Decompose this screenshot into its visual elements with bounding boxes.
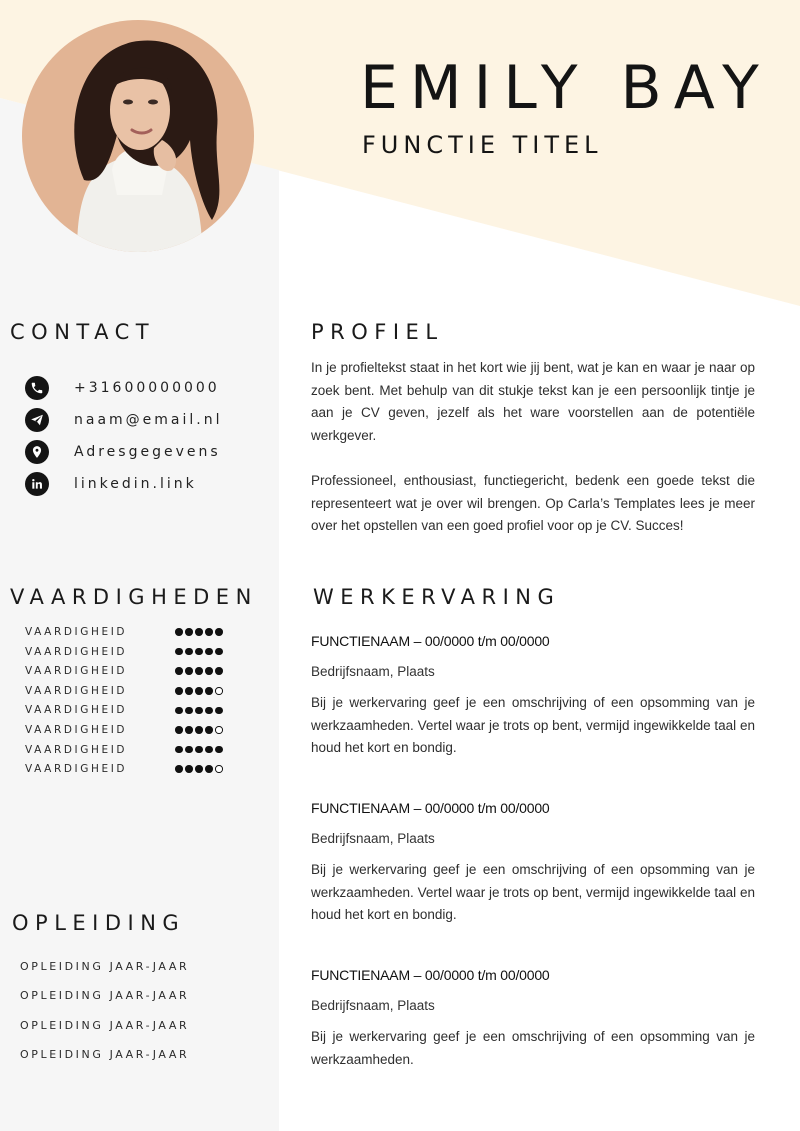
profile-photo bbox=[22, 20, 254, 252]
rating-dot-filled bbox=[175, 648, 183, 656]
skill-rating bbox=[175, 667, 223, 675]
skill-rating bbox=[175, 648, 223, 656]
rating-dot-filled bbox=[195, 765, 203, 773]
experience-heading: WERKERVARING bbox=[313, 585, 561, 609]
rating-dot-filled bbox=[175, 765, 183, 773]
profile-heading: PROFIEL bbox=[311, 320, 444, 344]
rating-dot-filled bbox=[175, 687, 183, 695]
profile-paragraph: In je profieltekst staat in het kort wie jij bent, wat je kan en waar je naar op zoek bent. Met behulp van dit stukje tekst kan je een persoonlijk tintje je aan je CV geven, jezelf als het ware voorstellen aan de potentiële werkgever. bbox=[311, 360, 755, 443]
rating-dot-filled bbox=[195, 687, 203, 695]
contact-heading: CONTACT bbox=[10, 320, 156, 344]
contact-phone-text: +31600000000 bbox=[74, 380, 220, 396]
location-icon bbox=[25, 440, 49, 464]
rating-dot-filled bbox=[185, 667, 193, 675]
skill-row bbox=[25, 743, 240, 757]
education-item: OPLEIDING JAAR-JAAR bbox=[20, 960, 190, 973]
education-heading: OPLEIDING bbox=[12, 911, 186, 935]
skill-label: VAARDIGHEID bbox=[25, 724, 128, 736]
rating-dot-filled bbox=[215, 648, 223, 656]
contact-address[interactable] bbox=[25, 440, 221, 464]
rating-dot-filled bbox=[175, 726, 183, 734]
rating-dot-filled bbox=[205, 746, 213, 754]
job-company: Bedrijfsnaam, Plaats bbox=[311, 998, 435, 1013]
skill-row bbox=[25, 664, 240, 678]
rating-dot-filled bbox=[205, 648, 213, 656]
rating-dot-empty bbox=[215, 765, 223, 773]
linkedin-icon bbox=[25, 472, 49, 496]
rating-dot-filled bbox=[175, 667, 183, 675]
education-item: OPLEIDING JAAR-JAAR bbox=[20, 1048, 190, 1061]
rating-dot-filled bbox=[195, 628, 203, 636]
rating-dot-filled bbox=[185, 648, 193, 656]
contact-address-text: Adresgegevens bbox=[74, 444, 221, 460]
rating-dot-filled bbox=[205, 765, 213, 773]
job-title-line: FUNCTIENAAM – 00/0000 t/m 00/0000 bbox=[311, 633, 550, 649]
rating-dot-filled bbox=[185, 746, 193, 754]
skill-label: VAARDIGHEID bbox=[25, 645, 128, 658]
skill-rating bbox=[175, 746, 223, 754]
rating-dot-filled bbox=[215, 707, 223, 715]
skill-label: VAARDIGHEID bbox=[25, 626, 128, 638]
skill-rating bbox=[175, 726, 223, 734]
rating-dot-filled bbox=[175, 707, 183, 715]
rating-dot-filled bbox=[195, 667, 203, 675]
contact-email-text: naam@email.nl bbox=[74, 412, 223, 428]
job-title-line: FUNCTIENAAM – 00/0000 t/m 00/0000 bbox=[311, 967, 550, 983]
skill-row bbox=[25, 723, 240, 737]
skill-row bbox=[25, 645, 240, 659]
rating-dot-filled bbox=[205, 687, 213, 695]
skill-row bbox=[25, 703, 240, 717]
contact-linkedin[interactable] bbox=[25, 472, 197, 496]
profile-paragraph: Professioneel, enthousiast, functiegericht, bedenk een goede tekst die representeert wat je over wil brengen. Op Carla’s Templates lees je meer over het opstellen van een goed profiel voor op je CV. Succes! bbox=[311, 473, 755, 533]
rating-dot-filled bbox=[195, 746, 203, 754]
rating-dot-filled bbox=[185, 687, 193, 695]
job-description: Bij je werkervaring geef je een omschrijving of een opsomming van je werkzaamheden. bbox=[311, 1029, 755, 1067]
job-description: Bij je werkervaring geef je een omschrijving of een opsomming van je werkzaamheden. Vertel waar je trots op bent, vermijd ingewikkelde taal en houd het kort en bondig. bbox=[311, 862, 755, 922]
rating-dot-filled bbox=[195, 648, 203, 656]
skill-label: VAARDIGHEID bbox=[25, 665, 128, 678]
contact-linkedin-text: linkedin.link bbox=[74, 476, 197, 492]
rating-dot-filled bbox=[195, 707, 203, 715]
rating-dot-filled bbox=[205, 707, 213, 715]
job-title-line: FUNCTIENAAM – 00/0000 t/m 00/0000 bbox=[311, 800, 550, 816]
rating-dot-filled bbox=[215, 628, 223, 636]
rating-dot-filled bbox=[215, 667, 223, 675]
skill-row bbox=[25, 625, 240, 639]
skill-label: VAARDIGHEID bbox=[25, 684, 128, 697]
candidate-name: EMILY BAY bbox=[360, 53, 771, 123]
rating-dot-filled bbox=[185, 628, 193, 636]
contact-email[interactable] bbox=[25, 408, 223, 432]
rating-dot-filled bbox=[195, 726, 203, 734]
skill-rating bbox=[175, 628, 223, 636]
phone-icon bbox=[25, 376, 49, 400]
skill-rating bbox=[175, 687, 223, 695]
skill-rating bbox=[175, 765, 223, 773]
skill-label: VAARDIGHEID bbox=[25, 763, 128, 776]
job-description: Bij je werkervaring geef je een omschrijving of een opsomming van je werkzaamheden. Vertel waar je trots op bent, vermijd ingewikkelde taal en houd het kort en bondig. bbox=[311, 695, 755, 755]
rating-dot-filled bbox=[205, 726, 213, 734]
skill-label: VAARDIGHEID bbox=[25, 704, 128, 717]
rating-dot-filled bbox=[185, 765, 193, 773]
skill-rating bbox=[175, 707, 223, 715]
rating-dot-filled bbox=[185, 726, 193, 734]
contact-phone[interactable] bbox=[25, 376, 220, 400]
skill-row bbox=[25, 762, 240, 776]
rating-dot-filled bbox=[205, 667, 213, 675]
skill-label: VAARDIGHEID bbox=[25, 743, 128, 756]
rating-dot-empty bbox=[215, 726, 223, 734]
sidebar-panel bbox=[0, 98, 279, 1131]
rating-dot-filled bbox=[185, 707, 193, 715]
job-title: FUNCTIE TITEL bbox=[362, 131, 603, 159]
rating-dot-filled bbox=[175, 746, 183, 754]
skill-row bbox=[25, 684, 240, 698]
rating-dot-filled bbox=[215, 746, 223, 754]
email-icon bbox=[25, 408, 49, 432]
job-company: Bedrijfsnaam, Plaats bbox=[311, 831, 435, 846]
skills-heading: VAARDIGHEDEN bbox=[10, 585, 258, 609]
job-company: Bedrijfsnaam, Plaats bbox=[311, 664, 435, 679]
rating-dot-filled bbox=[175, 628, 183, 636]
rating-dot-filled bbox=[205, 628, 213, 636]
education-item: OPLEIDING JAAR-JAAR bbox=[20, 1019, 190, 1032]
education-item: OPLEIDING JAAR-JAAR bbox=[20, 989, 190, 1002]
rating-dot-empty bbox=[215, 687, 223, 695]
